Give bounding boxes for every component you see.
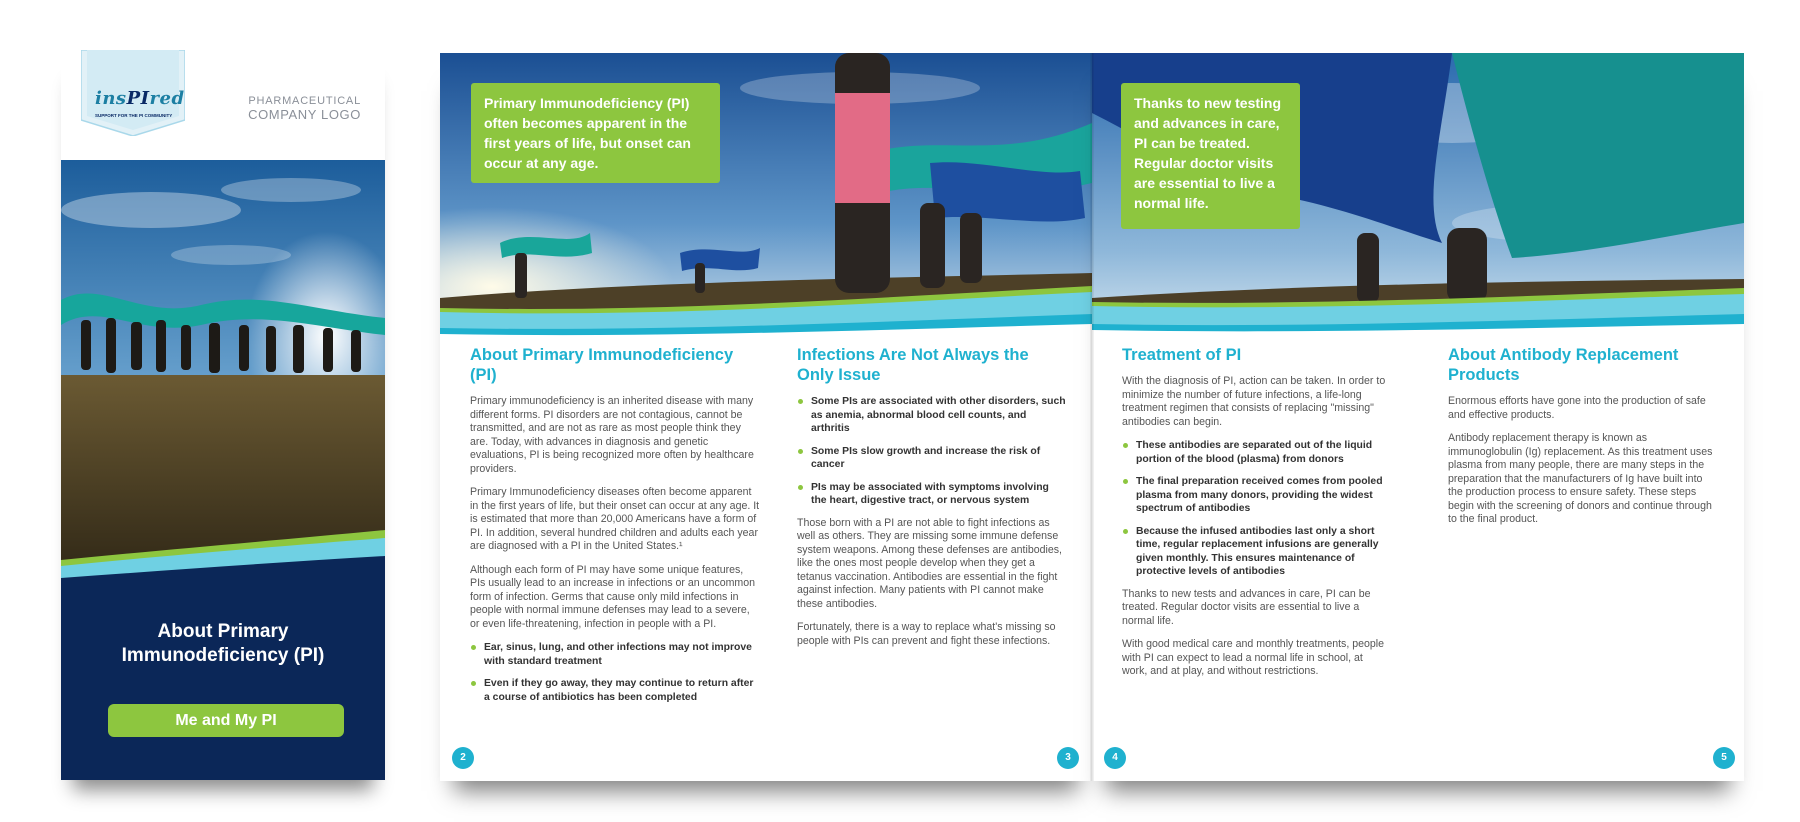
bullet-item: Even if they go away, they may continue to return after a course of antibiotics has been completed [470, 677, 760, 704]
page-3-column [797, 345, 1067, 658]
cover-header [61, 50, 385, 160]
callout-treatment: Thanks to new testing and advances in care, PI can be treated. Regular doctor visits are essential to live a normal life. [1121, 83, 1300, 229]
bullet-list [470, 641, 760, 704]
spread-fold [1090, 53, 1094, 781]
hero-wave-left [440, 268, 1092, 338]
page-4-column [1122, 345, 1387, 689]
inspired-logo-tagline: SUPPORT FOR THE PI COMMUNITY [95, 113, 173, 118]
cover-title: About Primary Immunodeficiency (PI) [121, 621, 325, 666]
cover-photo [61, 160, 385, 580]
heading-treatment: Treatment of PI [1122, 346, 1242, 364]
spread-pages-2-3 [440, 53, 1092, 781]
bullet-list [797, 395, 1067, 508]
hero-wave-right [1092, 268, 1744, 338]
bullet-item: Because the infused antibodies last only a short time, regular replacement infusions are generally given monthly. This ensures maintenance of protective levels of antibodies [1122, 525, 1387, 579]
page-number-5: 5 [1713, 747, 1735, 769]
paragraph: Enormous efforts have gone into the production of safe and effective products. [1448, 395, 1706, 421]
paragraph: Although each form of PI may have some unique features, PIs usually lead to an increase in infections or an uncommon form of infection. Germs that cause only mild infections in people with normal immune defenses may lead to a severe, or even life-threatening, infection in people with a PI. [470, 563, 756, 630]
paragraph: Thanks to new tests and advances in care, PI can be treated. Regular doctor visits are essential to live a normal life. [1122, 587, 1371, 627]
page-number-2: 2 [452, 747, 474, 769]
paragraph: With the diagnosis of PI, action can be taken. In order to minimize the number of future infections, a life-long treatment regimen that consists of replacing "missing" antibodies can begin. [1122, 375, 1386, 428]
bullet-item: The final preparation received comes from pooled plasma from many donors, providing the widest spectrum of antibodies [1122, 475, 1387, 516]
spread-pages-4-5 [1092, 53, 1744, 781]
page-number-3: 3 [1057, 747, 1079, 769]
bullet-list [1122, 439, 1387, 579]
cover-wave [61, 530, 385, 590]
heading-antibody-products: About Antibody Replacement Products [1448, 346, 1679, 384]
cover-navy-panel [61, 582, 385, 780]
bullet-item: Some PIs are associated with other disorders, such as anemia, abnormal blood cell counts, and arthritis [797, 395, 1067, 436]
paragraph: Fortunately, there is a way to replace what's missing so people with PIs can prevent and fight these infections. [797, 621, 1056, 647]
page-5-column [1448, 345, 1716, 537]
heading-infections: Infections Are Not Always the Only Issue [797, 346, 1029, 384]
page-number-4: 4 [1104, 747, 1126, 769]
paragraph: Primary immunodeficiency is an inherited disease with many different forms. PI disorders are not contagious, cannot be transmitted, and are not as rare as most people think they are. Today, with advances in diagnosis and genetic evaluations, PI is being recognized more often by healthcare providers. [470, 395, 754, 475]
paragraph: Antibody replacement therapy is known as immunoglobulin (Ig) replacement. As this treatment uses plasma from many people, there are many steps in the preparation that the manufacturers of Ig have built into the production process to ensure safety. These steps begin with the screening of donors and continue through to the final product. [1448, 432, 1713, 525]
bullet-item: Ear, sinus, lung, and other infections may not improve with standard treatment [470, 641, 760, 668]
paragraph: Primary Immunodeficiency diseases often become apparent in the first years of life, but their onset can occur at any age. It is estimated that more than 20,000 Americans have a form of PI. In addition, several hundred children and adults each year are diagnosed with a PI in the United States.¹ [470, 486, 760, 552]
heading-about-pi: About Primary Immunodeficiency (PI) [470, 346, 734, 384]
inspired-logo: insPIred [95, 88, 185, 109]
brochure-cover [61, 50, 385, 780]
pharmaceutical-company-logo: PHARMACEUTICAL COMPANY LOGO [248, 95, 361, 122]
paragraph: With good medical care and monthly treatments, people with PI can expect to lead a normal life in school, at work, and at play, and without restrictions. [1122, 638, 1385, 677]
page-2-column [470, 345, 760, 713]
me-and-my-pi-button[interactable]: Me and My PI [108, 704, 344, 737]
callout-onset: Primary Immunodeficiency (PI) often becomes apparent in the first years of life, but onset can occur at any age. [471, 83, 720, 183]
bullet-item: These antibodies are separated out of the liquid portion of the blood (plasma) from donors [1122, 439, 1387, 466]
bullet-item: PIs may be associated with symptoms involving the heart, digestive tract, or nervous system [797, 481, 1067, 508]
paragraph: Those born with a PI are not able to fight infections as well as others. They are missing some immune defense system weapons. Among these defenses are antibodies, like the ones most people develop when they get a tetanus vaccination. Antibodies are essential in the fight against infection. Many patients with PI cannot make these antibodies. [797, 516, 1063, 610]
bullet-item: Some PIs slow growth and increase the risk of cancer [797, 445, 1067, 472]
